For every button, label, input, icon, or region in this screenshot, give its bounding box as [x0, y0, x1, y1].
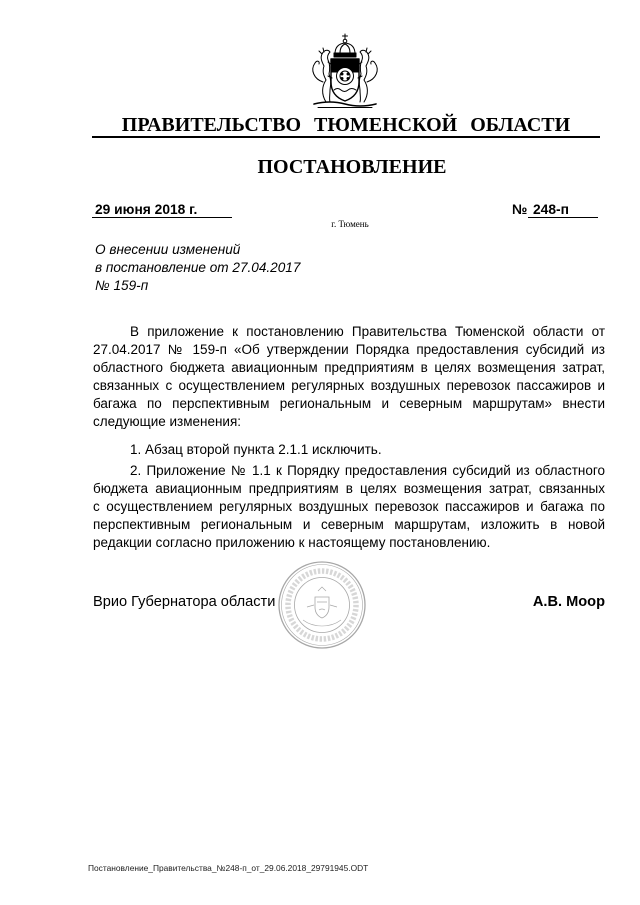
city-label: г. Тюмень	[331, 219, 369, 229]
title-divider	[92, 136, 600, 138]
document-type-heading: ПОСТАНОВЛЕНИЕ	[257, 156, 447, 178]
text-line: с осуществлением регулярных воздушных перевозок пассажиров и багажа по	[93, 499, 605, 514]
body-paragraph-1	[93, 323, 605, 431]
text-line: багажа по перспективным региональным и северным маршрутам» внести	[93, 396, 605, 411]
base-ribbon-icon	[314, 102, 376, 108]
coat-of-arms-emblem	[300, 32, 390, 110]
text-line: 2. Приложение № 1.1 к Порядку предоставления субсидий из областного	[130, 463, 605, 478]
number-underline	[528, 217, 598, 218]
subject-line: в постановление от 27.04.2017	[95, 260, 301, 275]
text-line: редакции согласно приложению к настоящему постановлению.	[93, 535, 491, 550]
text-line: областного бюджета авиационным предприятиям в целях возмещения затрат,	[93, 360, 605, 375]
footer-file-name: Постановление_Правительства_№248-п_от_29.06.2018_29791945.ODT	[88, 863, 369, 873]
subject-line: О внесении изменений	[95, 242, 241, 257]
shield-icon	[331, 59, 359, 101]
decree-date: 29 июня 2018 г.	[95, 202, 198, 217]
text-line: связанных с осуществлением регулярных воздушных перевозок пассажиров и	[93, 378, 605, 393]
subject-line: № 159-п	[95, 278, 149, 293]
text-line: В приложение к постановлению Правительства Тюменской области от	[130, 324, 605, 339]
text-line: 27.04.2017 № 159-п «Об утверждении Порядка предоставления субсидий из	[93, 342, 605, 357]
date-underline	[92, 217, 232, 218]
crown-icon	[334, 34, 356, 57]
body-paragraph-3	[93, 462, 605, 552]
decree-number: 248-п	[533, 202, 569, 217]
official-seal-stamp	[277, 560, 367, 650]
text-line: следующие изменения:	[93, 414, 242, 429]
signatory-position: Врио Губернатора области	[93, 594, 276, 610]
government-title: ПРАВИТЕЛЬСТВО ТЮМЕНСКОЙ ОБЛАСТИ	[121, 114, 571, 136]
text-line: 1. Абзац второй пункта 2.1.1 исключить.	[130, 442, 382, 457]
right-supporter-icon	[358, 48, 377, 102]
left-supporter-icon	[313, 48, 332, 102]
signatory-name: А.В. Моор	[532, 594, 605, 610]
text-line: бюджета авиационным предприятиям в целях возмещения затрат, связанных	[93, 481, 605, 496]
decree-subject	[95, 241, 300, 295]
text-line: перспективным региональным и северным маршрутам, изложить в новой	[93, 517, 605, 532]
body-paragraph-2	[93, 441, 605, 459]
number-sign: №	[512, 202, 528, 217]
